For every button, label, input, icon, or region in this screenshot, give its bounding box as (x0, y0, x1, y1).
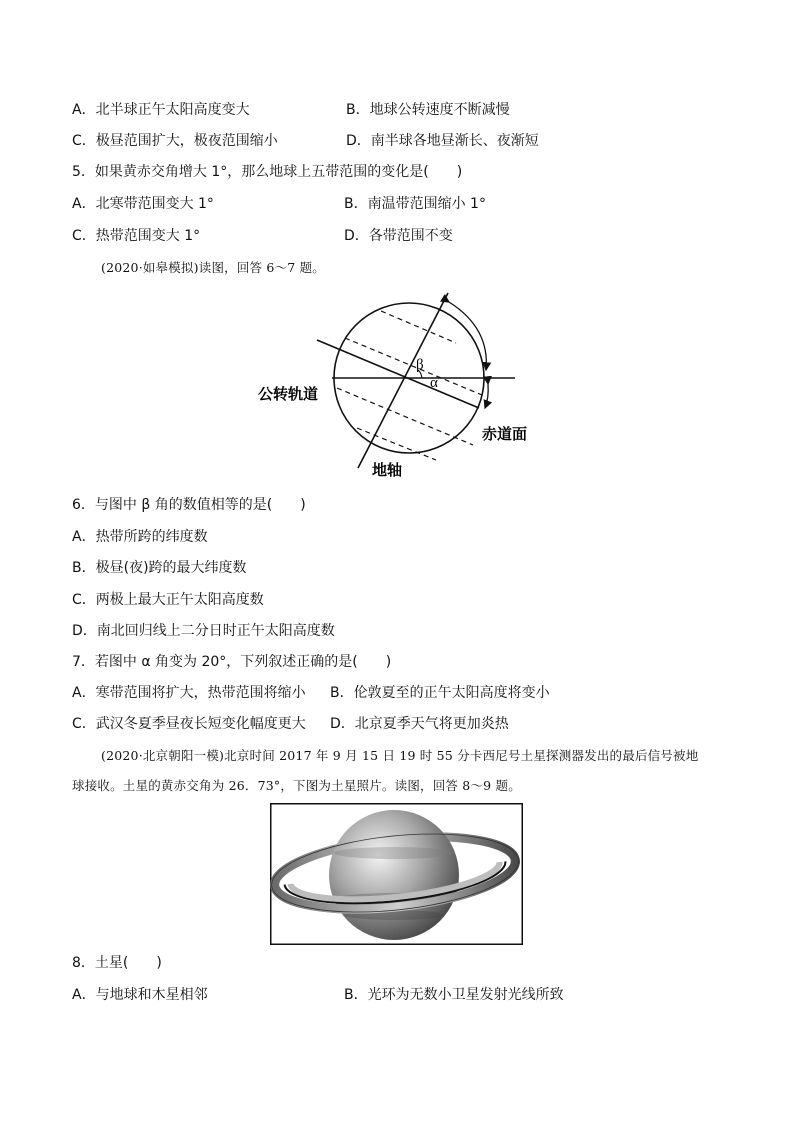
q7-option-c: C．武汉冬夏季昼夜长短变化幅度更大 (72, 716, 306, 732)
q5-option-b: B．南温带范围缩小 1° (344, 196, 486, 212)
q6-option-c: C．两极上最大正午太阳高度数 (72, 592, 264, 608)
q5-option-d: D．各带范围不变 (344, 228, 453, 244)
saturn-body (329, 810, 459, 940)
q6-stem: 6．与图中 β 角的数值相等的是( ) (72, 497, 306, 513)
intro-q8-9-line1: (2020·北京朝阳一模)北京时间 2017 年 9 月 15 日 19 时 55 分卡西尼号土星探测器发出的最后信号被地 (101, 748, 699, 763)
saturn-photo (270, 803, 523, 945)
dash-line-n2 (344, 346, 482, 388)
q7-option-b: B．伦敦夏至的正午太阳高度将变小 (330, 685, 550, 701)
q7-option-a: A．寒带范围将扩大，热带范围将缩小 (72, 685, 306, 701)
latitude-dash-b (350, 392, 484, 400)
q7-option-d: D．北京夏季天气将更加炎热 (330, 716, 509, 732)
latitude-dash-a (346, 338, 480, 350)
q4-option-a: A．北半球正午太阳高度变大 (72, 102, 250, 118)
q8-option-a: A．与地球和木星相邻 (72, 987, 208, 1003)
arc-arrow-lower (485, 384, 488, 408)
intro-q6-7: (2020·如皋模拟)读图，回答 6～7 题。 (101, 260, 325, 275)
intro-q8-9-line2: 球接收。土星的黄赤交角为 26．73°，下图为土星照片。读图，回答 8～9 题。 (72, 778, 521, 793)
q6-option-b: B．极昼(夜)跨的最大纬度数 (72, 560, 247, 576)
dash-line-s1 (336, 384, 476, 444)
band-1 (334, 847, 454, 859)
latitude-dash-1 (381, 311, 456, 343)
q8-stem: 8．土星( ) (72, 955, 162, 971)
dash-n-visible (344, 348, 482, 368)
q5-option-c: C．热带范围变大 1° (72, 228, 201, 244)
label-alpha: α (430, 375, 438, 391)
q7-stem: 7．若图中 α 角变为 20°，下列叙述正确的是( ) (72, 654, 392, 670)
label-beta: β (416, 357, 424, 373)
dash-parallel-n (345, 338, 482, 395)
q4-option-c: C．极昼范围扩大，极夜范围缩小 (72, 133, 278, 149)
arc-arrow-upper (449, 302, 486, 370)
q5-option-a: A．北寒带范围变大 1° (72, 196, 214, 212)
dash-line-s2 (364, 436, 434, 451)
q5-stem: 5．如果黄赤交角增大 1°，那么地球上五带范围的变化是( ) (72, 164, 463, 180)
earth-tilt-diagram (250, 288, 540, 484)
label-orbit: 公转轨道 (258, 385, 319, 403)
label-equator: 赤道面 (482, 425, 528, 443)
label-axis: 地轴 (372, 461, 403, 479)
q4-option-d: D．南半球各地昼渐长、夜渐短 (346, 133, 539, 149)
q6-option-d: D．南北回归线上二分日时正午太阳高度数 (72, 623, 335, 639)
q4-option-b: B．地球公转速度不断减慢 (346, 102, 510, 118)
dash-parallel-polar-s (357, 428, 436, 460)
q6-option-a: A．热带所跨的纬度数 (72, 529, 208, 545)
q8-option-b: B．光环为无数小卫星发射光线所致 (344, 987, 564, 1003)
